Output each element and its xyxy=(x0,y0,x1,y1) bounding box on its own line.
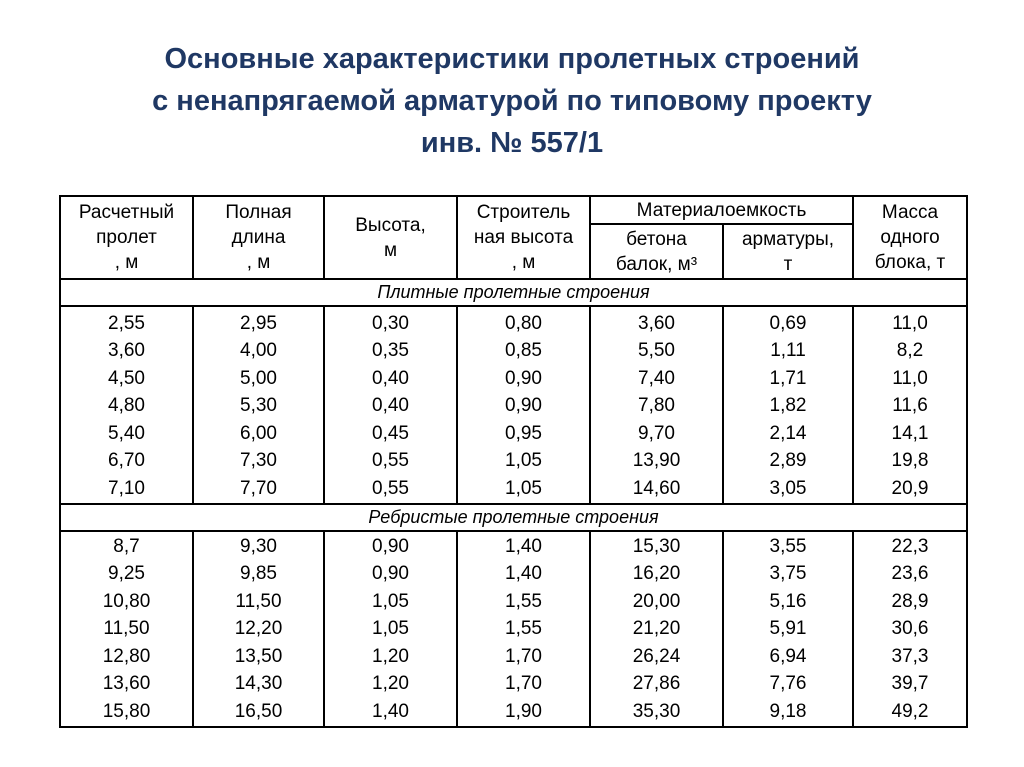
data-cell xyxy=(60,531,193,727)
cell-value: 14,1 xyxy=(891,422,929,444)
data-cell xyxy=(324,531,457,727)
cell-value: 8,7 xyxy=(113,535,140,557)
cell-value: 11,50 xyxy=(103,618,150,640)
cell-value: 15,80 xyxy=(102,700,151,722)
cell-value: 7,76 xyxy=(769,673,807,695)
data-cell xyxy=(853,306,967,504)
cell-value: 39,7 xyxy=(891,673,929,695)
cell-value: 1,90 xyxy=(505,700,542,722)
cell-value: 13,50 xyxy=(234,645,283,667)
cell-value: 9,18 xyxy=(769,700,807,722)
cell-value: 26,24 xyxy=(632,645,681,667)
cell-value: 4,00 xyxy=(240,340,277,362)
cell-value: 0,30 xyxy=(372,312,409,334)
cell-value: 1,55 xyxy=(505,590,542,612)
cell-value: 1,05 xyxy=(505,450,542,472)
data-cell xyxy=(723,531,853,727)
cell-value: 0,45 xyxy=(372,422,409,444)
cell-value: 6,94 xyxy=(769,645,807,667)
cell-value: 1,40 xyxy=(505,535,542,557)
cell-value: 5,50 xyxy=(638,340,675,362)
cell-value: 0,69 xyxy=(769,312,807,334)
header-span: Расчетный пролет , м xyxy=(60,196,193,279)
cell-value: 11,0 xyxy=(892,312,928,334)
cell-value: 1,05 xyxy=(372,590,409,612)
section-header xyxy=(60,279,967,306)
cell-value: 0,40 xyxy=(372,395,409,417)
cell-value: 13,90 xyxy=(632,450,681,472)
section-data-row xyxy=(60,531,967,727)
cell-value: 1,20 xyxy=(372,645,409,667)
cell-value: 0,90 xyxy=(372,535,409,557)
cell-value: 30,6 xyxy=(891,618,929,640)
cell-value: 1,40 xyxy=(505,563,542,585)
header-material: Материалоемкость xyxy=(590,196,853,224)
cell-value: 0,55 xyxy=(372,477,409,499)
cell-value: 7,40 xyxy=(638,367,675,389)
data-cell xyxy=(193,531,324,727)
cell-value: 3,60 xyxy=(108,340,145,362)
cell-value: 0,95 xyxy=(505,422,542,444)
cell-value: 4,80 xyxy=(108,395,145,417)
cell-value: 0,90 xyxy=(505,367,542,389)
cell-value: 20,00 xyxy=(632,590,681,612)
cell-value: 5,16 xyxy=(769,590,807,612)
header-concrete: бетона балок, м³ xyxy=(590,224,723,279)
cell-value: 28,9 xyxy=(891,590,929,612)
cell-value: 3,05 xyxy=(769,477,807,499)
cell-value: 2,55 xyxy=(108,312,145,334)
cell-value: 16,20 xyxy=(632,563,681,585)
cell-value: 0,85 xyxy=(505,340,542,362)
cell-value: 11,6 xyxy=(892,395,928,417)
cell-value: 11,0 xyxy=(892,367,928,389)
cell-value: 0,90 xyxy=(372,563,409,585)
cell-value: 7,80 xyxy=(638,395,675,417)
cell-value: 7,10 xyxy=(108,477,145,499)
cell-value: 9,30 xyxy=(240,535,277,557)
cell-value: 6,70 xyxy=(108,450,145,472)
cell-value: 2,89 xyxy=(769,450,807,472)
cell-value: 15,30 xyxy=(632,535,681,557)
cell-value: 0,55 xyxy=(372,450,409,472)
cell-value: 16,50 xyxy=(234,700,283,722)
cell-value: 12,20 xyxy=(234,618,283,640)
cell-value: 9,85 xyxy=(240,563,277,585)
cell-value: 1,70 xyxy=(505,645,542,667)
cell-value: 10,80 xyxy=(102,590,151,612)
cell-value: 7,30 xyxy=(240,450,277,472)
data-cell xyxy=(457,306,590,504)
header-mass: Масса одного блока, т xyxy=(853,196,967,279)
cell-value: 12,80 xyxy=(102,645,151,667)
cell-value: 1,40 xyxy=(372,700,409,722)
cell-value: 5,30 xyxy=(240,395,277,417)
data-cell xyxy=(723,306,853,504)
cell-value: 9,25 xyxy=(108,563,145,585)
cell-value: 37,3 xyxy=(891,645,929,667)
cell-value: 0,40 xyxy=(372,367,409,389)
cell-value: 4,50 xyxy=(108,367,145,389)
cell-value: 7,70 xyxy=(240,477,277,499)
cell-value: 49,2 xyxy=(891,700,929,722)
characteristics-table xyxy=(59,195,968,728)
cell-value: 14,60 xyxy=(632,477,681,499)
cell-value: 11,50 xyxy=(235,590,282,612)
page-title xyxy=(0,38,1024,164)
cell-value: 1,05 xyxy=(505,477,542,499)
data-cell xyxy=(590,306,723,504)
cell-value: 2,14 xyxy=(769,422,807,444)
cell-value: 1,05 xyxy=(372,618,409,640)
data-cell xyxy=(590,531,723,727)
cell-value: 21,20 xyxy=(632,618,681,640)
cell-value: 0,90 xyxy=(505,395,542,417)
cell-value: 22,3 xyxy=(891,535,929,557)
header-height: Высота, м xyxy=(324,196,457,279)
header-length: Полная длина , м xyxy=(193,196,324,279)
data-cell xyxy=(193,306,324,504)
cell-value: 9,70 xyxy=(638,422,675,444)
section-header xyxy=(60,504,967,531)
data-cell xyxy=(60,306,193,504)
header-build-height: Строитель ная высота , м xyxy=(457,196,590,279)
cell-value: 1,70 xyxy=(505,673,542,695)
section-data-row xyxy=(60,306,967,504)
cell-value: 8,2 xyxy=(896,340,924,362)
cell-value: 5,40 xyxy=(108,422,145,444)
cell-value: 1,82 xyxy=(769,395,807,417)
section-title: Плитные пролетные строения xyxy=(60,279,967,306)
cell-value: 3,60 xyxy=(638,312,675,334)
cell-value: 20,9 xyxy=(891,477,929,499)
cell-value: 2,95 xyxy=(240,312,277,334)
title-line-2: с ненапрягаемой арматурой по типовому проекту xyxy=(152,85,872,117)
cell-value: 27,86 xyxy=(632,673,681,695)
title-line-3: инв. № 557/1 xyxy=(420,127,604,159)
cell-value: 0,80 xyxy=(505,312,542,334)
cell-value: 1,11 xyxy=(770,340,806,362)
data-cell xyxy=(853,531,967,727)
data-cell xyxy=(457,531,590,727)
data-cell xyxy=(324,306,457,504)
cell-value: 5,91 xyxy=(769,618,807,640)
header-rebar: арматуры, т xyxy=(723,224,853,279)
cell-value: 0,35 xyxy=(372,340,409,362)
cell-value: 14,30 xyxy=(234,673,283,695)
cell-value: 23,6 xyxy=(891,563,929,585)
section-title: Ребристые пролетные строения xyxy=(60,504,967,531)
cell-value: 19,8 xyxy=(891,450,929,472)
cell-value: 13,60 xyxy=(102,673,151,695)
cell-value: 1,71 xyxy=(769,367,807,389)
cell-value: 3,75 xyxy=(769,563,807,585)
cell-value: 6,00 xyxy=(240,422,277,444)
cell-value: 3,55 xyxy=(769,535,807,557)
cell-value: 1,20 xyxy=(372,673,409,695)
cell-value: 1,55 xyxy=(505,618,542,640)
cell-value: 5,00 xyxy=(240,367,277,389)
title-line-1: Основные характеристики пролетных строений xyxy=(164,43,860,75)
cell-value: 35,30 xyxy=(632,700,681,722)
